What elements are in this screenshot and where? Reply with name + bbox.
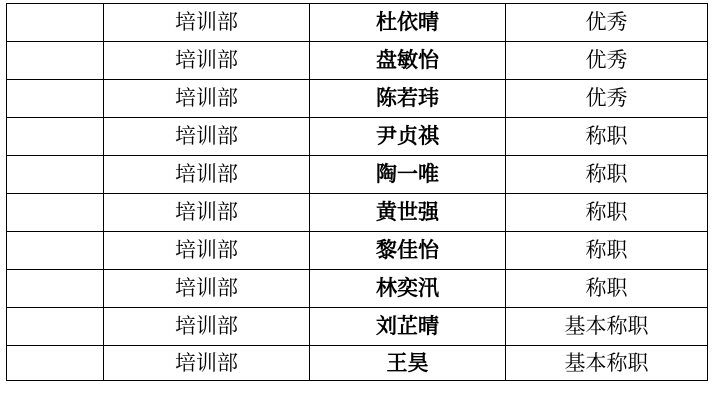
row-gutter-cell xyxy=(7,346,104,381)
cell-rating: 称职 xyxy=(506,118,708,156)
table-row xyxy=(7,232,708,270)
cell-rating: 称职 xyxy=(506,270,708,308)
cell-name: 王昊 xyxy=(310,346,506,381)
row-gutter-cell xyxy=(7,80,104,118)
row-gutter-cell xyxy=(7,232,104,270)
cell-name: 黎佳怡 xyxy=(310,232,506,270)
table-row xyxy=(7,270,708,308)
cell-name: 林奕汛 xyxy=(310,270,506,308)
row-gutter-cell xyxy=(7,194,104,232)
cell-department: 培训部 xyxy=(104,118,310,156)
cell-name: 陶一唯 xyxy=(310,156,506,194)
table-row xyxy=(7,4,708,42)
cell-rating: 称职 xyxy=(506,194,708,232)
cell-name: 尹贞祺 xyxy=(310,118,506,156)
row-gutter-cell xyxy=(7,270,104,308)
table-body xyxy=(7,4,708,381)
table-row xyxy=(7,156,708,194)
cell-department: 培训部 xyxy=(104,194,310,232)
row-gutter-cell xyxy=(7,118,104,156)
cell-rating: 优秀 xyxy=(506,42,708,80)
cell-department: 培训部 xyxy=(104,156,310,194)
table-row xyxy=(7,194,708,232)
cell-rating: 优秀 xyxy=(506,4,708,42)
cell-rating: 基本称职 xyxy=(506,346,708,381)
document-sheet xyxy=(0,3,713,414)
cell-department: 培训部 xyxy=(104,42,310,80)
cell-department: 培训部 xyxy=(104,4,310,42)
row-gutter-cell xyxy=(7,42,104,80)
cell-name: 陈若玮 xyxy=(310,80,506,118)
cell-name: 盘敏怡 xyxy=(310,42,506,80)
table-row xyxy=(7,80,708,118)
cell-rating: 基本称职 xyxy=(506,308,708,346)
cell-rating: 优秀 xyxy=(506,80,708,118)
table-row xyxy=(7,42,708,80)
cell-rating: 称职 xyxy=(506,232,708,270)
row-gutter-cell xyxy=(7,4,104,42)
cell-rating: 称职 xyxy=(506,156,708,194)
cell-name: 杜依晴 xyxy=(310,4,506,42)
cell-name: 黄世强 xyxy=(310,194,506,232)
cell-department: 培训部 xyxy=(104,270,310,308)
table-row xyxy=(7,346,708,381)
cell-department: 培训部 xyxy=(104,308,310,346)
row-gutter-cell xyxy=(7,308,104,346)
evaluation-table xyxy=(6,3,708,381)
cell-department: 培训部 xyxy=(104,346,310,381)
table-row xyxy=(7,118,708,156)
cell-department: 培训部 xyxy=(104,80,310,118)
table-row xyxy=(7,308,708,346)
row-gutter-cell xyxy=(7,156,104,194)
cell-name: 刘芷晴 xyxy=(310,308,506,346)
cell-department: 培训部 xyxy=(104,232,310,270)
